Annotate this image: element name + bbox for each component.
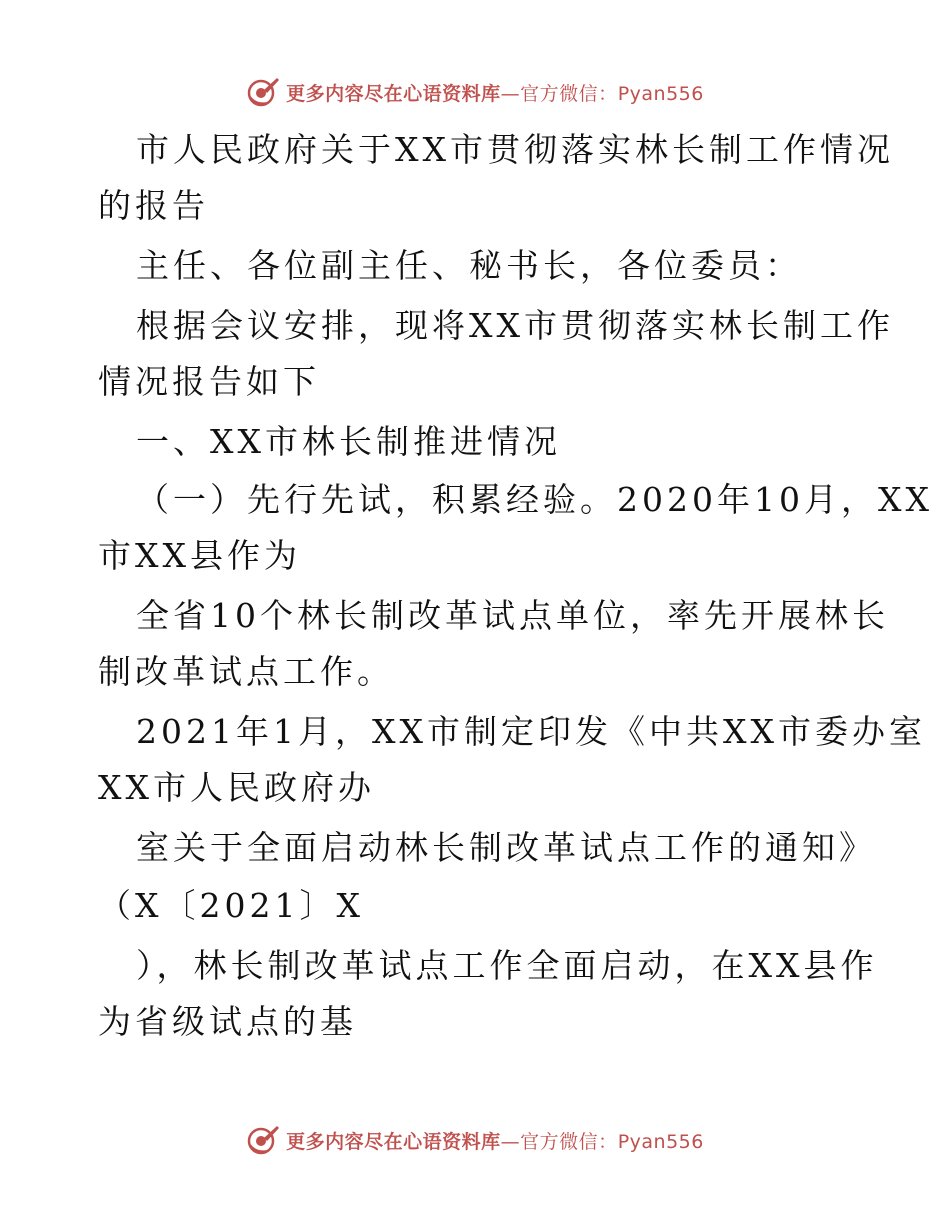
doc-salutation: 主任、各位副主任、秘书长，各位委员： <box>136 246 802 285</box>
watermark-main: 更多内容尽在心语资料库 <box>286 82 501 105</box>
doc-section-heading: 一、XX市林长制推进情况 <box>136 422 561 461</box>
watermark-sep: —官方微信： <box>500 1130 618 1153</box>
watermark-main: 更多内容尽在心语资料库 <box>286 1130 501 1153</box>
doc-paragraph-line: ），林长制改革试点工作全面启动，在XX县作 <box>136 946 878 985</box>
doc-paragraph-line: 2021年1月，XX市制定印发《中共XX市委办室 <box>136 712 926 751</box>
doc-paragraph-line: 根据会议安排，现将XX市贯彻落实林长制工作 <box>136 306 894 345</box>
watermark-id: Pyan556 <box>617 82 704 105</box>
footer-watermark <box>0 1120 950 1160</box>
watermark-sep: —官方微信： <box>500 82 618 105</box>
watermark-text <box>286 1127 704 1154</box>
doc-paragraph-line: （X〔2021〕X <box>98 886 364 925</box>
doc-paragraph-line: XX市人民政府办 <box>98 768 375 807</box>
doc-paragraph-line: 制改革试点工作。 <box>98 652 394 691</box>
doc-paragraph-line: 情况报告如下 <box>98 362 320 401</box>
doc-title-line-1: 市人民政府关于XX市贯彻落实林长制工作情况 <box>136 130 894 169</box>
watermark-id: Pyan556 <box>617 1130 704 1153</box>
doc-paragraph-line: 室关于全面启动林长制改革试点工作的通知》 <box>136 828 876 867</box>
header-watermark <box>0 72 950 112</box>
pen-logo-icon <box>246 75 280 109</box>
doc-paragraph-line: 为省级试点的基 <box>98 1002 357 1041</box>
doc-paragraph-line: 全省10个林长制改革试点单位，率先开展林长 <box>136 596 889 635</box>
pen-logo-icon <box>246 1123 280 1157</box>
doc-title-line-2: 的报告 <box>98 186 209 225</box>
doc-paragraph-line: 市XX县作为 <box>98 536 301 575</box>
watermark-text <box>286 79 704 106</box>
doc-paragraph-line: （一）先行先试，积累经验。2020年10月，XX <box>136 480 933 519</box>
